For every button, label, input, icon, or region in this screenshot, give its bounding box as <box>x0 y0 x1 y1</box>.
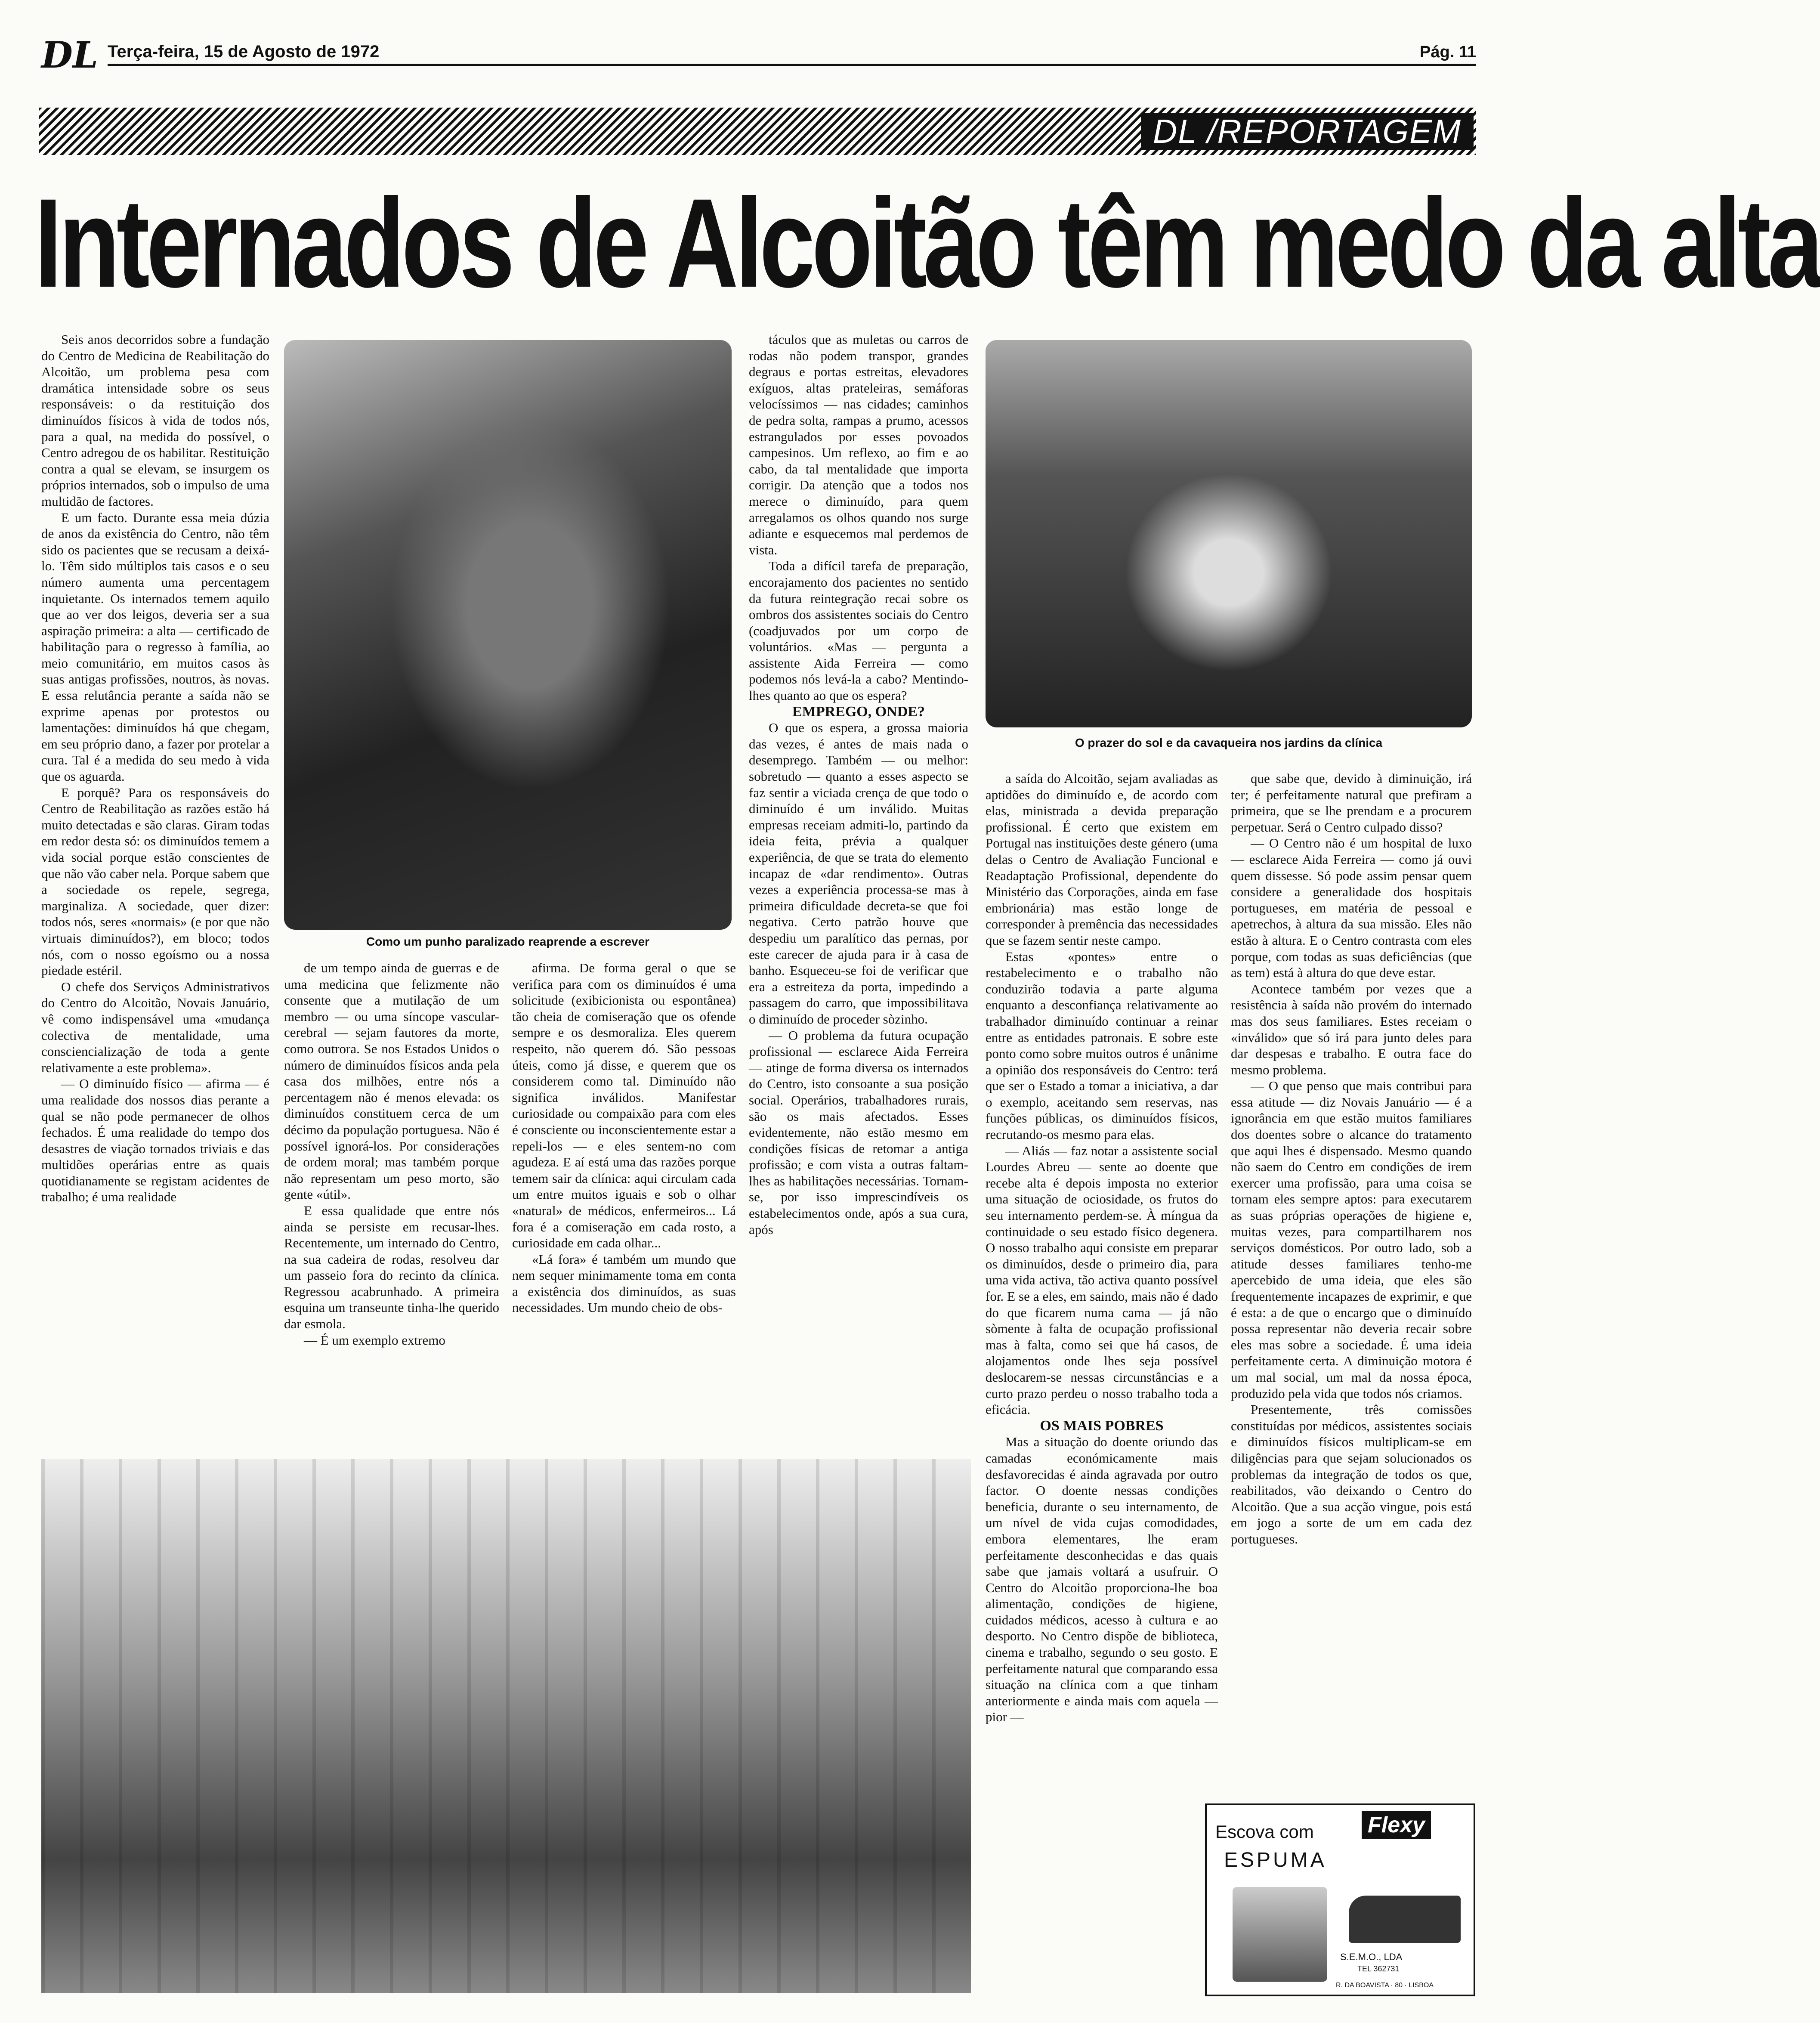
paragraph: — Aliás — faz notar a assistente social Lourdes Abreu — sente ao doente que recebe alta é depois imposta no exterior uma situação de ociosidade, os frutos do seu internamento perdem-se. À míngua da continuidade o seu estado físico degenera. O nosso trabalho aqui consiste em preparar os diminuídos, desde o primeiro dia, para uma vida activa, tão activa quanto possível for. E se a eles, em saindo, mais não é dado do que ficarem numa cama — já não sòmente à falta de ocupação profissional mas à falta, como sei que há casos, de alojamentos onde lhes seja possível deslocarem-se nessas circunstâncias e a curto prazo perdeu o nosso trabalho toda a eficácia. <box>986 1143 1218 1417</box>
section-label: DL /REPORTAGEM <box>1141 113 1474 150</box>
paragraph: Seis anos decorridos sobre a fundação do Centro de Medicina de Reabilitação do Alcoitão, um problema pesa com dramática intensidade sobre os seus responsáveis: o da restituição dos diminuídos físicos à vida de todos nós, para a qual, na medida do possível, o Centro adregou de os habilitar. Restituição contra a qual se elevam, se insurgem os próprios internados, sob o impulso de uma multidão de factores. <box>41 332 269 509</box>
ad-text: Escova com <box>1215 1822 1314 1842</box>
paragraph: afirma. De forma geral o que se verifica para com os diminuídos é uma solicitude (exibicionista ou espontânea) tão cheia de comiseração que os ofende sempre e os desmoraliza. Eles querem respeito, não querem dó. São pessoas úteis, como já disse, e querem que os considerem como tal. Diminuído não significa inválidos. Manifestar curiosidade ou compaixão para com eles é consciente ou inconscientemente estar a repeli-los — e eles sentem-no com agudeza. E aí está uma das razões porque temem sair da clínica: aqui circulam cada um entre muitos iguais e sob o olhar «natural» de médicos, enfermeiros... Lá fora é a comiseração em cada rosto, a curiosidade em cada olhar... <box>512 960 736 1251</box>
photo-caption: Como um punho paralizado reaprende a escrever <box>366 935 650 948</box>
paragraph: a saída do Alcoitão, sejam avaliadas as aptidões do diminuído e, de acordo com elas, ministrada a devida preparação profissional. É certo que existem em Portugal nas instituições deste género (uma delas o Centro de Avaliação Funcional e Readaptação Profissional, dependente do Ministério das Corporações, ainda em fase embrionária) mas estão longe de corresponder à premência das necessidades que se fazem sentir neste campo. <box>986 771 1218 948</box>
paragraph: Mas a situação do doente oriundo das camadas económicamente mais desfavorecidas é ainda agravada por outro factor. O doente nessas condições beneficia, durante o seu internamento, de um nível de vida cujas comodidades, embora elementares, lhe eram perfeitamente desconhecidas e das quais sabe que jamais voltará a usufruir. O Centro do Alcoitão proporciona-lhe boa alimentação, condições de higiene, cuidados médicos, acesso à cultura e ao desporto. No Centro dispõe de biblioteca, cinema e trabalho, segundo o seu gosto. E perfeitamente natural que comparando essa situação na clínica com a que tinham anteriormente e ainda mais com aquela — pior — <box>986 1434 1218 1725</box>
photo-writing-hand <box>284 340 732 930</box>
paragraph: de um tempo ainda de guerras e de uma medicina que felizmente não consente que a mutilação de um membro — ou uma síncope vascular-cerebral — sejam fautores da morte, como outrora. Se nos Estados Unidos o número de diminuídos físicos anda pela casa dos milhões, entre nós a percentagem não é menos elevada: os diminuídos constituem cerca de um décimo da população portuguesa. Não é possível ignorá-los. Por considerações de ordem moral; mas também porque não representam um peso morto, são gente «útil». <box>284 960 499 1202</box>
photo-wheelchairs-garden <box>986 340 1472 727</box>
paragraph: O que os espera, a grossa maioria das vezes, é antes de mais nada o desemprego. Também — ou melhor: sobretudo — quanto a esses aspecto se faz sentir a viciada crença de que todo o diminuído é um inválido. Muitas empresas receiam admiti-lo, partindo da ideia feita, prévia a qualquer experiência, de que se trata do elemento incapaz de «dar rendimento». Outras vezes a experiência processa-se mas à primeira dificuldade decreta-se que foi negativa. Certo patrão houve que despediu um paralítico das pernas, por este carecer de ajuda para ir à casa de banho. Esqueceu-se foi de verificar que era a estreiteza da porta, impedindo a passagem do carro, que impossibilitava o diminuído de proceder sòzinho. <box>749 720 968 1027</box>
ad-company: S.E.M.O., LDA <box>1340 1952 1403 1962</box>
article-column-1 <box>41 331 269 1451</box>
paragraph: — O que penso que mais contribui para essa atitude — diz Novais Januário — é a ignorância em que estão muitos familiares dos doentes sobre o alcance do tratamento que aqui lhes é dispensado. Mesmo quando não saem do Centro em condições de irem exercer uma profissão, para uma coisa se tornam eles sempre aptos: para executarem as suas próprias operações de higiene e, muitas vezes, para compartilharem nos serviços domésticos. Por outro lado, sob a atitude desses familiares tenho-me apercebido de uma ideia, que eles são frequentemente incapazes de exprimir, e que é esta: a de que o encargo que o diminuído possa representar não deveria recair sobre eles mas sobre a sociedade. É uma ideia perfeitamente certa. A diminuição motora é um mal social, um mal da nossa época, produzido pela vida que todos nós criamos. <box>1231 1078 1472 1401</box>
paragraph: — O Centro não é um hospital de luxo — esclarece Aida Ferreira — como já ouvi quem dissesse. Só pode assim pensar quem considere a generalidade dos hospitais portugueses, em matéria de pessoal e apetrechos, à altura da sua missão. Eles não estão à altura. E o Centro contrasta com eles porque, com todas as suas deficiências (que as tem) está à altura do que deve estar. <box>1231 835 1472 981</box>
paragraph: E essa qualidade que entre nós ainda se persiste em recusar-lhes. Recentemente, um internado do Centro, na sua cadeira de rodas, resolveu dar um passeio fora do recinto da clínica. Regressou acabrunhado. A primeira esquina um transeunte tinha-lhe querido dar esmola. <box>284 1203 499 1332</box>
advertisement <box>1205 1803 1475 1996</box>
newspaper-logo: DL <box>41 34 98 76</box>
article-column-3 <box>512 960 736 1451</box>
article-column-4 <box>749 331 968 1451</box>
subheading-mais-pobres: OS MAIS POBRES <box>1040 1417 1164 1434</box>
photo-patients-walking <box>41 1459 971 1993</box>
paragraph: táculos que as muletas ou carros de rodas não podem transpor, grandes degraus e portas estreitas, elevadores exíguos, altas prateleiras, semáforas velocíssimos — nas cidades; caminhos de pedra solta, rampas a prumo, acessos estrangulados por esses povoados campesinos. Um reflexo, ao fim e ao cabo, da tal mentalidade que importa corrigir. Da atenção que a todos nos merece o diminuído, para quem arregalamos os olhos quando nos surge adiante e esquecemos mal perdemos de vista. <box>749 332 968 557</box>
issue-date: Terça-feira, 15 de Agosto de 1972 <box>108 42 380 61</box>
ad-phone: TEL 362731 <box>1357 1964 1400 1973</box>
paragraph: Toda a difícil tarefa de preparação, encorajamento dos pacientes no sentido da futura reintegração recai sobre os ombros dos assistentes sociais do Centro (coadjuvados por um corpo de voluntários. «Mas — pergunta a assistente Aida Ferreira — como podemos nós levá-la a cabo? Mentindo-lhes quanto ao que os espera? <box>749 558 968 703</box>
ad-illustration <box>1233 1887 1327 1982</box>
paragraph: E um facto. Durante essa meia dúzia de anos da existência do Centro, não têm sido os pacientes que se recusam a deixá-lo. Têm sido múltiplos tais casos e o seu número aumenta uma percentagem inquietante. Os internados temem aquilo que ao ver dos leigos, deveria ser a sua aspiração primeira: a alta — certificado de habilitação para o regresso à família, ao meio comunitário, em muitos casos às suas antigas profissões, noutros, às novas. E essa relutância perante a saída não se exprime apenas por protestos ou lamentações: diminuídos há que chegam, em seu próprio dano, a fazer por protelar a cura. Tal é a medida do seu medo à vida que os aguarda. <box>41 510 269 784</box>
ad-mower-image <box>1349 1896 1461 1943</box>
headline: Internados de Alcoitão têm medo da alta <box>34 173 1820 314</box>
ad-brand-logo: Flexy <box>1362 1811 1431 1839</box>
ad-product: ESPUMA <box>1224 1849 1327 1871</box>
paragraph: O chefe dos Serviços Administrativos do Centro do Alcoitão, Novais Januário, vê como indispensável uma «mudança colectiva de mentalidade, uma consciencialização de toda a gente relativamente a este problema». <box>41 979 269 1075</box>
ad-address: R. DA BOAVISTA · 80 · LISBOA <box>1336 1982 1434 1989</box>
paragraph: Presentemente, três comissões constituídas por médicos, assistentes sociais e diminuídos físicos multiplicam-se em diligências para que sejam solucionados os problemas da integração de todos os que, reabilitados, vão deixando o Centro do Alcoitão. Que a sua acção vingue, pois está em jogo a sorte de um em cada dez portugueses. <box>1231 1402 1472 1547</box>
article-column-6 <box>1231 770 1472 1795</box>
paragraph: E porquê? Para os responsáveis do Centro de Reabilitação as razões estão há muito detectadas e são claras. Giram todas em redor desta só: os diminuídos temem a vida social porque estão conscientes de que não vão caber nela. Porque sabem que a sociedade os repele, segrega, marginaliza. A sociedade, quer dizer: todos nós, seres «normais» (e por que não virtuais diminuídos?), em bloco; todos nós, com o nosso egoísmo ou a nossa piedade estéril. <box>41 785 269 978</box>
paragraph: Acontece também por vezes que a resistência à saída não provém do internado mas dos seus familiares. Estes receiam o «inválido» que só irá para junto deles para dar despesas e trabalho. E outra face do mesmo problema. <box>1231 981 1472 1077</box>
paragraph: — O diminuído físico — afirma — é uma realidade dos nossos dias perante a qual se não pode permanecer de olhos fechados. É uma realidade do tempo dos desastres de viação tornados triviais e das multidões operárias entre as quais quotidianamente se registam acidentes de trabalho; é uma realidade <box>41 1076 269 1205</box>
photo-caption: O prazer do sol e da cavaqueira nos jardins da clínica <box>1075 736 1383 749</box>
paragraph: «Lá fora» é também um mundo que nem sequer minimamente toma em conta a existência dos diminuídos, as suas necessidades. Um mundo cheio de obs- <box>512 1251 736 1315</box>
paragraph: Estas «pontes» entre o restabelecimento e o trabalho não conduzirão todavia a parte alguma enquanto a desconfiança relativamente ao trabalhador diminuído continuar a reinar entre as entidades patronais. E sobre este ponto como sobre muitos outros é unânime a opinião dos responsáveis do Centro: terá que ser o Estado a tomar a iniciativa, a dar o exemplo, aceitando sem reservas, nas funções públicas, os diminuídos físicos, recrutando-os mesmo para elas. <box>986 949 1218 1142</box>
subheading-emprego: EMPREGO, ONDE? <box>792 703 925 720</box>
paragraph: — É um exemplo extremo <box>304 1332 445 1348</box>
header-rule <box>108 64 1476 66</box>
paragraph: que sabe que, devido à diminuição, irá ter; é perfeitamente natural que prefiram a primeira, que se lhe prendam e a procurem perpetuar. Será o Centro culpado disso? <box>1231 771 1472 835</box>
article-column-5 <box>986 770 1218 2001</box>
article-column-2 <box>284 960 499 1451</box>
paragraph: — O problema da futura ocupação profissional — esclarece Aida Ferreira — atinge de forma diversa os internados do Centro, isto consoante a sua posição social. Operários, trabalhadores rurais, são os mais afectados. Esses evidentemente, não estão mesmo em condições físicas de retomar a antiga profissão; e com vista a outras faltam-lhes as habilitações necessárias. Tornam-se, por isso imprescindíveis os estabelecimentos onde, após a sua cura, após <box>749 1027 968 1237</box>
page-number: Pág. 11 <box>1420 43 1476 61</box>
